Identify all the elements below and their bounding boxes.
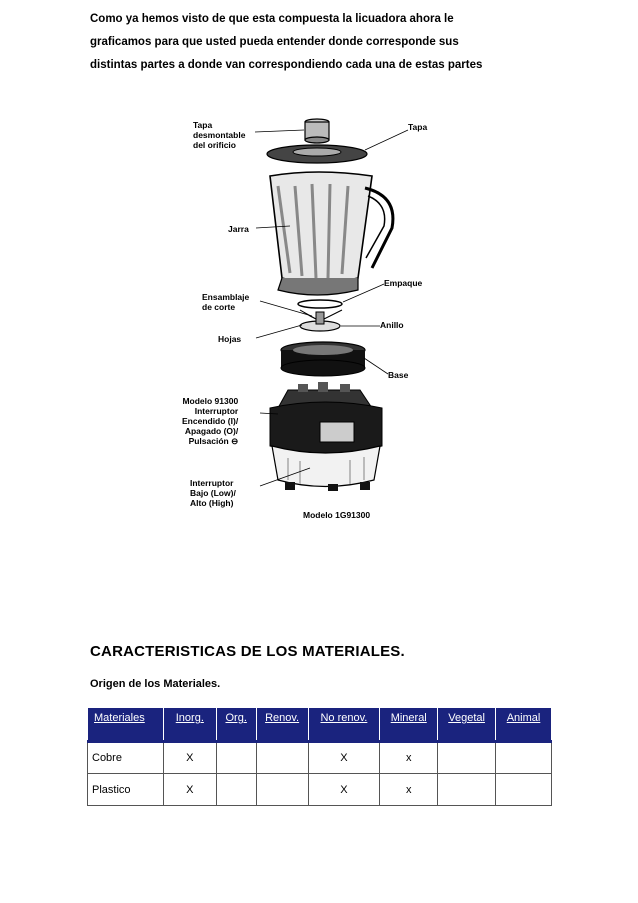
intro-line-3: distintas partes a donde van correspondiendo cada una de estas partes [90,59,483,71]
cell-inorg: X [163,774,216,806]
header-animal: Animal [496,708,552,742]
label-modelo-interruptor: Modelo 91300 Interruptor Encendido (I)/ Apagado (O)/ Pulsación ⊖ [182,396,239,446]
orifice-cap-shape [305,119,329,143]
label-modelo-1g: Modelo 1G91300 [303,510,371,520]
table-row [88,774,552,806]
blender-diagram [160,108,450,528]
jar-shape [270,172,393,295]
cell-animal [496,774,552,806]
section-subtitle: Origen de los Materiales. [90,678,221,690]
lid-shape [267,145,367,163]
ring-shape [281,342,365,376]
label-interruptor-bajo-alto: Interruptor Bajo (Low)/ Alto (High) [190,478,236,508]
cell-material: Plastico [88,774,164,806]
label-hojas: Hojas [218,334,242,344]
cell-renov [256,742,308,774]
section-title: CARACTERISTICAS DE LOS MATERIALES. [90,643,405,660]
header-mineral: Mineral [380,708,438,742]
intro-line-2: graficamos para que usted pueda entender donde corresponde sus [90,36,459,48]
cell-renov [256,774,308,806]
label-empaque: Empaque [384,278,423,288]
cell-inorg: X [163,742,216,774]
label-tapa: Tapa [408,122,428,132]
intro-line-1: Como ya hemos visto de que esta compuesta la licuadora ahora le [90,13,454,25]
base-shape [270,382,382,491]
table-header-row [88,708,552,742]
table-row [88,742,552,774]
label-jarra: Jarra [228,224,249,234]
header-inorg: Inorg. [163,708,216,742]
intro-paragraph [90,8,550,77]
cell-vegetal [438,774,496,806]
header-vegetal: Vegetal [438,708,496,742]
header-no-renov: No renov. [308,708,380,742]
cell-mineral: x [380,774,438,806]
blades-shape [300,310,342,331]
cell-mineral: x [380,742,438,774]
cell-material: Cobre [88,742,164,774]
label-anillo: Anillo [380,320,404,330]
cell-vegetal [438,742,496,774]
label-base: Base [388,370,409,380]
cell-animal [496,742,552,774]
header-materiales: Materiales [88,708,164,742]
header-renov: Renov. [256,708,308,742]
header-org: Org. [216,708,256,742]
blender-exploded-drawing [160,108,450,528]
gasket-shape [298,300,342,308]
cell-org [216,742,256,774]
materials-table [87,707,552,806]
label-ensamblaje: Ensamblaje de corte [202,292,250,312]
cell-org [216,774,256,806]
cell-no-renov: X [308,742,380,774]
cell-no-renov: X [308,774,380,806]
label-tapa-desmontable: Tapa desmontable del orificio [193,120,246,150]
